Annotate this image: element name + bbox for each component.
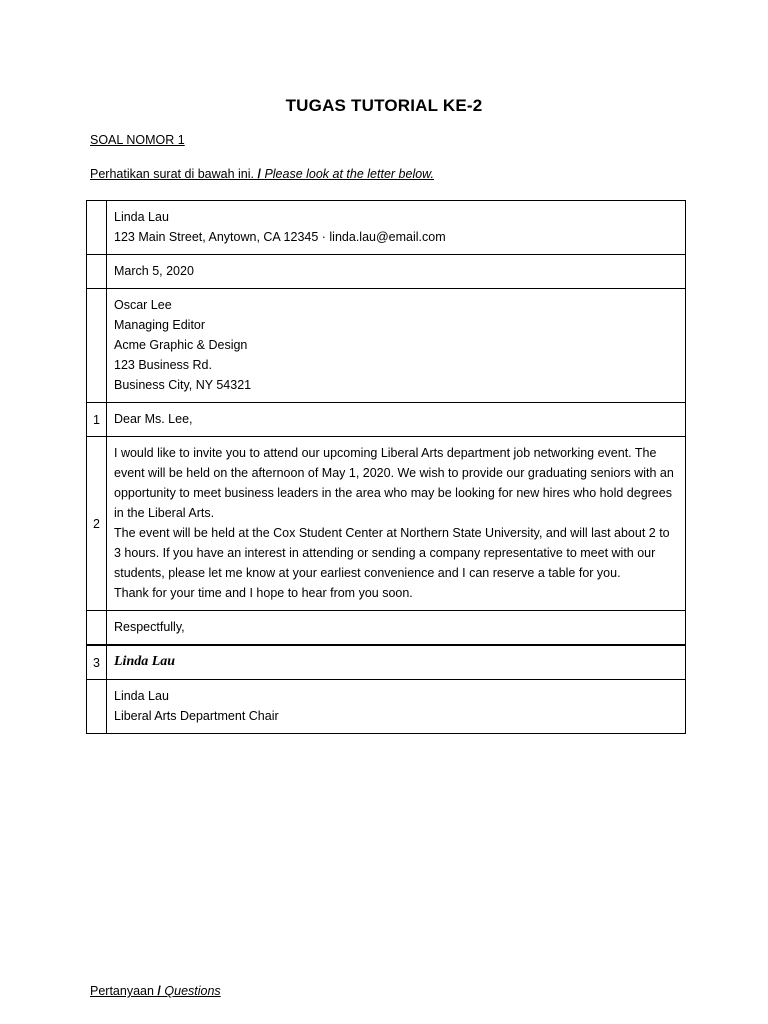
recipient-line: Managing Editor <box>114 318 206 332</box>
document-title: TUGAS TUTORIAL KE-2 <box>285 96 483 115</box>
letter-table <box>86 200 686 734</box>
body-paragraph: The event will be held at the Cox Student Center at Northern State University, and will last about 2 to 3 hours. If you have an interest in attending or sending a company representative to meet with our students, please let me know at your earliest convenience and I can reserve a table for you. <box>114 526 670 580</box>
row-number-cell <box>87 289 107 403</box>
body-paragraph: Thank for your time and I hope to hear from you soon. <box>114 586 413 600</box>
section-label: SOAL NOMOR 1 <box>90 133 185 147</box>
questions-english: Questions <box>164 984 221 998</box>
body-cell <box>107 437 686 611</box>
questions-heading <box>90 984 221 998</box>
table-row <box>87 680 686 734</box>
recipient-line: Business City, NY 54321 <box>114 378 252 392</box>
table-row <box>87 255 686 289</box>
instruction-separator: / <box>257 167 261 181</box>
recipient-line: 123 Business Rd. <box>114 358 212 372</box>
signoff-title: Liberal Arts Department Chair <box>114 709 279 723</box>
questions-separator: / <box>157 984 161 998</box>
closing-text: Respectfully, <box>114 620 185 634</box>
signature-text: Linda Lau <box>114 654 176 669</box>
sender-address: 123 Main Street, Anytown, CA 12345 · linda.lau@email.com <box>114 230 446 244</box>
questions-indonesian: Pertanyaan <box>90 984 154 998</box>
recipient-line: Oscar Lee <box>114 298 172 312</box>
row-number-cell <box>87 611 107 646</box>
table-row <box>87 611 686 646</box>
signoff-cell <box>107 680 686 734</box>
signature-cell <box>107 645 686 680</box>
table-row <box>87 201 686 255</box>
table-row <box>87 437 686 611</box>
signoff-name: Linda Lau <box>114 689 169 703</box>
recipient-line: Acme Graphic & Design <box>114 338 248 352</box>
table-row <box>87 403 686 437</box>
closing-cell <box>107 611 686 646</box>
instruction-text <box>90 167 434 181</box>
row-number-cell <box>87 201 107 255</box>
row-number-3: 3 <box>87 645 107 680</box>
body-paragraph: I would like to invite you to attend our upcoming Liberal Arts department job networking event. The event will be held on the afternoon of May 1, 2020. We wish to provide our graduating seniors with an opportunity to meet business leaders in the area who may be looking for new hires who hold degrees in the Liberal Arts. <box>114 446 674 520</box>
table-row <box>87 289 686 403</box>
salutation-cell <box>107 403 686 437</box>
letter-date: March 5, 2020 <box>114 264 194 278</box>
instruction-indonesian: Perhatikan surat di bawah ini. <box>90 167 254 181</box>
date-cell <box>107 255 686 289</box>
row-number-2: 2 <box>87 437 107 611</box>
salutation-text: Dear Ms. Lee, <box>114 412 193 426</box>
row-number-1: 1 <box>87 403 107 437</box>
sender-cell <box>107 201 686 255</box>
recipient-cell <box>107 289 686 403</box>
row-number-cell <box>87 680 107 734</box>
table-row <box>87 645 686 680</box>
instruction-english: Please look at the letter below. <box>264 167 434 181</box>
row-number-cell <box>87 255 107 289</box>
sender-name: Linda Lau <box>114 210 169 224</box>
